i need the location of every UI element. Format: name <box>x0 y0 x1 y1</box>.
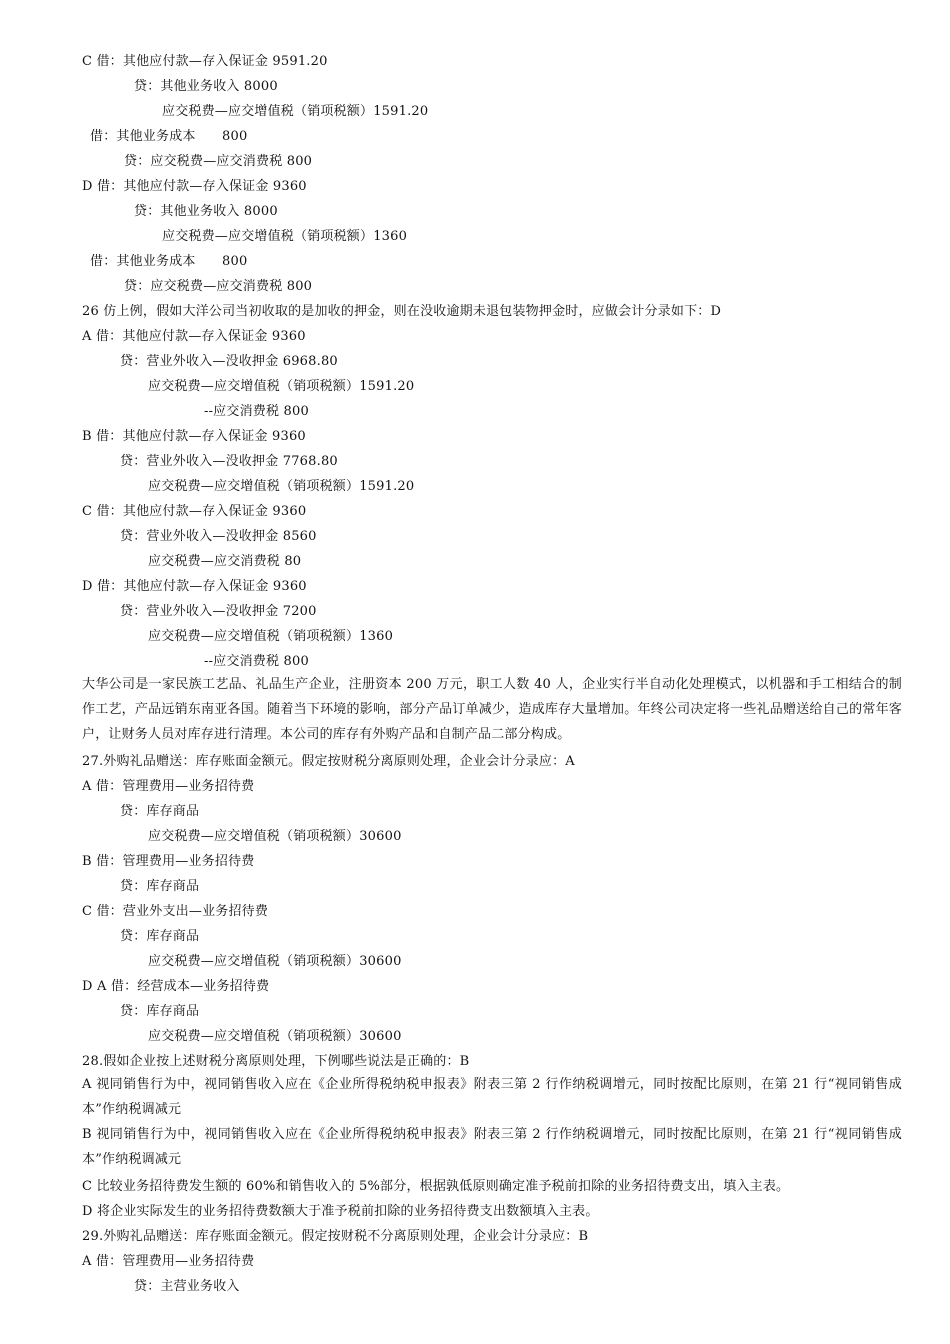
option-paragraph: B 视同销售行为中，视同销售收入应在《企业所得税纳税申报表》附表三第 2 行作纳税调增元，同时按配比原则，在第 21 行“视同销售成本”作纳税调减元 <box>82 1127 902 1167</box>
text-line: 贷：主营业务收入 <box>134 1279 240 1294</box>
text-line: 贷：应交税费—应交消费税 800 <box>124 154 313 169</box>
text-line: A 借：管理费用—业务招待费 <box>82 1254 255 1269</box>
text-line: D 借：其他应付款—存入保证金 9360 <box>82 579 307 594</box>
text-line: 应交税费—应交增值税（销项税额）1591.20 <box>148 479 415 494</box>
text-line: 贷：应交税费—应交消费税 800 <box>124 279 313 294</box>
text-line: 贷：其他业务收入 8000 <box>134 204 278 219</box>
text-line: 应交税费—应交增值税（销项税额）30600 <box>148 829 402 844</box>
text-line: B 借：管理费用—业务招待费 <box>82 854 255 869</box>
text-line: A 借：其他应付款—存入保证金 9360 <box>82 329 306 344</box>
text-line: 贷：营业外收入—没收押金 7768.80 <box>120 454 338 469</box>
text-line: 应交税费—应交增值税（销项税额）30600 <box>148 1029 402 1044</box>
question-line: 27.外购礼品赠送：库存账面金额元。假定按财税分离原则处理，企业会计分录应：A <box>82 754 575 769</box>
case-paragraph: 大华公司是一家民族工艺品、礼品生产企业，注册资本 200 万元，职工人数 40 人，企业实行半自动化处理模式，以机器和手工相结合的制作工艺，产品远销东南亚各国。随着当下环境的影响，部分产品订单减少，造成库存大量增加。年终公司决定将一些礼品赠送给自己的常年客户，让财务人员对库存进行清理。本公司的库存有外购产品和自制产品二部分构成。 <box>82 677 902 742</box>
text-line: C 比较业务招待费发生额的 60%和销售收入的 5%部分，根据孰低原则确定准予税前扣除的业务招待费支出，填入主表。 <box>82 1179 790 1194</box>
text-line: 贷：库存商品 <box>120 1004 200 1019</box>
text-line: 应交税费—应交增值税（销项税额）1360 <box>162 229 408 244</box>
text-line: 贷：其他业务收入 8000 <box>134 79 278 94</box>
text-line: C 借：其他应付款—存入保证金 9360 <box>82 504 307 519</box>
text-line: 贷：营业外收入—没收押金 7200 <box>120 604 317 619</box>
question-line: 28.假如企业按上述财税分离原则处理，下例哪些说法是正确的：B <box>82 1054 470 1069</box>
text-line: 应交税费—应交增值税（销项税额）1591.20 <box>162 104 429 119</box>
text-line: D 借：其他应付款—存入保证金 9360 <box>82 179 307 194</box>
text-line: C 借：营业外支出—业务招待费 <box>82 904 269 919</box>
text-line: D A 借：经营成本—业务招待费 <box>82 979 270 994</box>
text-line: --应交消费税 800 <box>204 404 309 419</box>
question-line: 29.外购礼品赠送：库存账面金额元。假定按财税不分离原则处理，企业会计分录应：B <box>82 1229 589 1244</box>
text-line: 应交税费—应交增值税（销项税额）1360 <box>148 629 394 644</box>
text-line: 贷：库存商品 <box>120 929 200 944</box>
text-line: 应交税费—应交增值税（销项税额）30600 <box>148 954 402 969</box>
text-line: 贷：库存商品 <box>120 879 200 894</box>
text-line: 应交税费—应交增值税（销项税额）1591.20 <box>148 379 415 394</box>
option-paragraph: A 视同销售行为中，视同销售收入应在《企业所得税纳税申报表》附表三第 2 行作纳税调增元，同时按配比原则，在第 21 行“视同销售成本”作纳税调减元 <box>82 1077 902 1117</box>
text-line: B 借：其他应付款—存入保证金 9360 <box>82 429 306 444</box>
text-line: 借：其他业务成本 800 <box>90 254 248 269</box>
text-line: 借：其他业务成本 800 <box>90 129 248 144</box>
text-line: 贷：营业外收入—没收押金 8560 <box>120 529 317 544</box>
text-line: A 借：管理费用—业务招待费 <box>82 779 255 794</box>
text-line: --应交消费税 800 <box>204 654 309 669</box>
text-line: 贷：营业外收入—没收押金 6968.80 <box>120 354 338 369</box>
text-line: D 将企业实际发生的业务招待费数额大于准予税前扣除的业务招待费支出数额填入主表。 <box>82 1204 599 1219</box>
text-line: 贷：库存商品 <box>120 804 200 819</box>
question-line: 26 仿上例，假如大洋公司当初收取的是加收的押金，则在没收逾期未退包装物押金时，应做会计分录如下：D <box>82 304 722 319</box>
text-line: 应交税费—应交消费税 80 <box>148 554 302 569</box>
text-line: C 借：其他应付款—存入保证金 9591.20 <box>82 54 328 69</box>
